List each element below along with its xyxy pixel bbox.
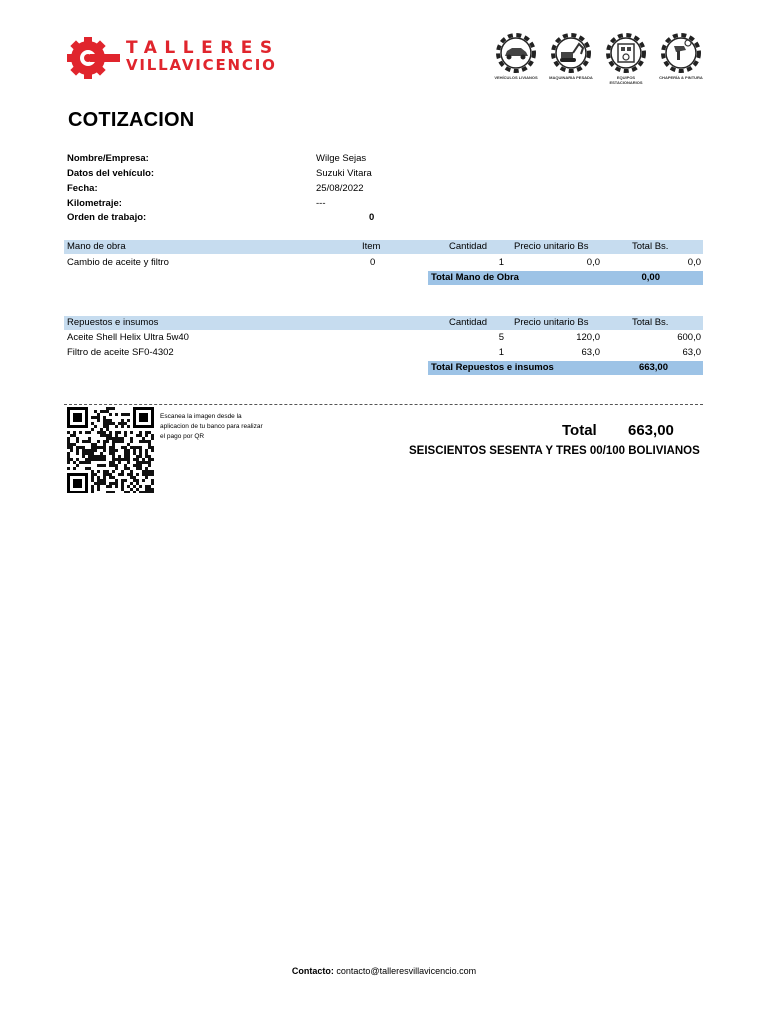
grand-total-value: 663,00 bbox=[628, 422, 674, 439]
brand-line-2: VILLAVICENCIO bbox=[126, 56, 277, 74]
page-title: COTIZACION bbox=[68, 109, 195, 131]
footer-contact bbox=[0, 966, 768, 976]
service-vehiculos bbox=[490, 30, 542, 88]
parts-table-header bbox=[64, 316, 703, 330]
labor-total-label: Total Mano de Obra bbox=[431, 272, 519, 283]
labor-header-unit: Precio unitario Bs bbox=[514, 241, 589, 252]
spray-gun-icon bbox=[658, 30, 704, 76]
row-unit: 0,0 bbox=[586, 257, 600, 268]
vehiculo-value: Suzuki Vitara bbox=[316, 168, 372, 179]
row-total: 0,0 bbox=[687, 257, 701, 268]
contact-email[interactable]: contacto@talleresvillavicencio.com bbox=[336, 966, 477, 976]
fecha-value: 25/08/2022 bbox=[316, 183, 364, 194]
qr-note-line: el pago por QR bbox=[160, 433, 205, 440]
parts-header-unit: Precio unitario Bs bbox=[514, 317, 589, 328]
labor-header-qty: Cantidad bbox=[449, 241, 488, 252]
vehiculo-label: Datos del vehículo: bbox=[67, 168, 155, 179]
row-desc: Filtro de aceite SF0-4302 bbox=[67, 347, 174, 358]
nombre-value: Wilge Sejas bbox=[316, 153, 367, 164]
gear-wrench-logo-icon bbox=[64, 34, 122, 82]
generator-icon bbox=[603, 30, 649, 76]
labor-total-value: 0,00 bbox=[641, 272, 660, 283]
service-icons bbox=[490, 30, 706, 88]
parts-total-bar bbox=[428, 361, 703, 375]
qr-note-line: Escanea la imagen desde la bbox=[160, 413, 242, 420]
total-in-words: SEISCIENTOS SESENTA Y TRES 00/100 BOLIVIANOS bbox=[409, 445, 700, 457]
nombre-label: Nombre/Empresa: bbox=[67, 153, 149, 164]
row-qty: 5 bbox=[498, 332, 504, 343]
service-label: MAQUINARIA PESADA bbox=[549, 75, 593, 80]
brand-line-1: TALLERES bbox=[126, 38, 280, 58]
excavator-icon bbox=[548, 30, 594, 76]
qr-code-image bbox=[67, 407, 157, 493]
row-total: 63,0 bbox=[682, 347, 701, 358]
row-desc: Aceite Shell Helix Ultra 5w40 bbox=[67, 332, 189, 343]
table-row bbox=[64, 331, 703, 345]
labor-header-item: Item bbox=[362, 241, 381, 252]
row-qty: 1 bbox=[498, 257, 504, 268]
service-equipos bbox=[600, 30, 652, 88]
service-maquinaria bbox=[545, 30, 597, 88]
service-chaperia bbox=[655, 30, 707, 88]
labor-header-desc: Mano de obra bbox=[67, 241, 126, 252]
orden-value: 0 bbox=[369, 212, 375, 223]
row-unit: 120,0 bbox=[576, 332, 600, 343]
payment-qr-code[interactable] bbox=[67, 407, 157, 493]
row-item: 0 bbox=[370, 257, 376, 268]
table-row bbox=[64, 256, 703, 270]
labor-total-bar bbox=[428, 271, 703, 285]
row-desc: Cambio de aceite y filtro bbox=[67, 257, 169, 268]
qr-instructions bbox=[160, 412, 300, 442]
contact-label: Contacto: bbox=[291, 966, 334, 976]
service-label: VEHÍCULOS LIVIANOS bbox=[494, 75, 538, 80]
parts-total-label: Total Repuestos e insumos bbox=[431, 362, 554, 373]
row-unit: 63,0 bbox=[581, 347, 600, 358]
dashed-divider bbox=[64, 404, 703, 405]
labor-table-header bbox=[64, 240, 703, 254]
kilometraje-label: Kilometraje: bbox=[67, 198, 122, 209]
parts-header-total: Total Bs. bbox=[632, 317, 669, 328]
row-total: 600,0 bbox=[677, 332, 701, 343]
car-icon bbox=[493, 30, 539, 76]
parts-header-desc: Repuestos e insumos bbox=[67, 317, 159, 328]
service-label: CHAPERÍA & PINTURA bbox=[659, 75, 703, 80]
brand-logo bbox=[64, 34, 286, 82]
fecha-label: Fecha: bbox=[67, 183, 98, 194]
kilometraje-value: --- bbox=[316, 198, 326, 209]
grand-total-label: Total bbox=[562, 422, 597, 439]
row-qty: 1 bbox=[498, 347, 504, 358]
parts-total-value: 663,00 bbox=[638, 362, 668, 373]
qr-note-line: aplicacion de tu banco para realizar bbox=[160, 423, 263, 430]
orden-label: Orden de trabajo: bbox=[67, 212, 147, 223]
table-row bbox=[64, 346, 703, 360]
labor-header-total: Total Bs. bbox=[632, 241, 669, 252]
parts-header-qty: Cantidad bbox=[449, 317, 488, 328]
service-label: EQUIPOS ESTACIONARIOS bbox=[609, 75, 643, 85]
